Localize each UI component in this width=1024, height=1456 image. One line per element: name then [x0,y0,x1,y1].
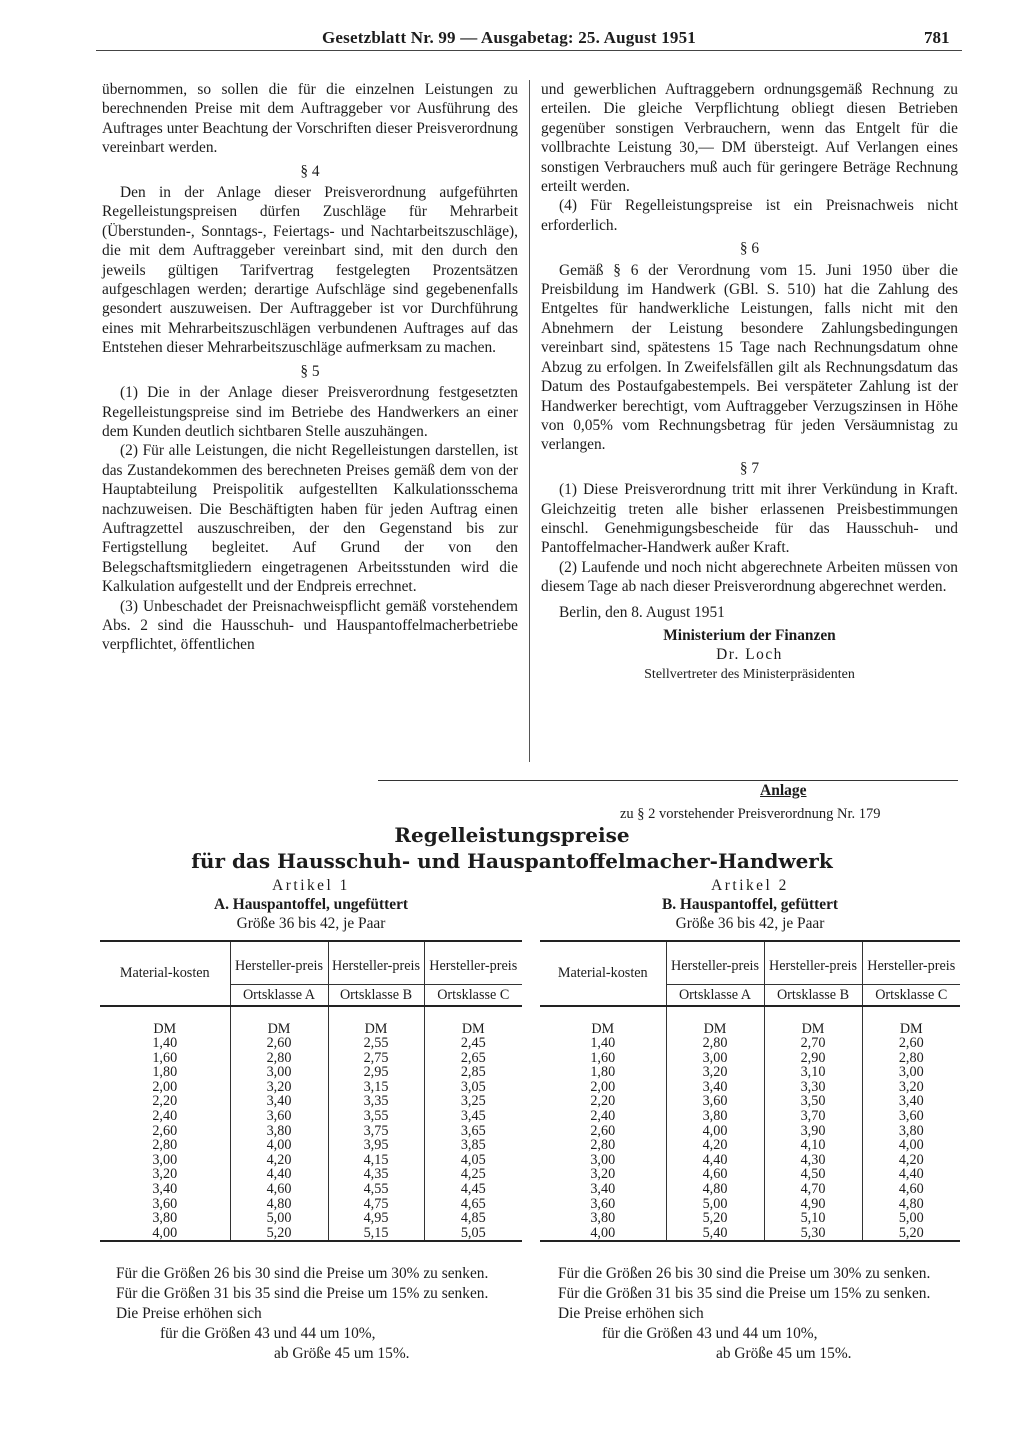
price-cell: 3,60 [230,1109,328,1124]
price-cell: 2,85 [460,1064,486,1081]
price-cell: 2,80 [230,1051,328,1066]
table-row [100,1211,522,1226]
table-row [100,1138,522,1153]
price-cell: 3,80 [540,1211,666,1226]
price-cell: 4,40 [230,1167,328,1182]
header-rule [96,50,962,51]
price-cell: 4,00 [540,1226,666,1241]
table-row [540,1051,960,1066]
price-cell: 4,20 [898,1151,924,1168]
unit-cell: DM [230,1006,328,1036]
price-cell: 4,25 [460,1166,486,1183]
price-cell: 2,60 [898,1035,924,1052]
unit-cell: DM [461,1020,485,1037]
price-cell: 4,60 [666,1167,764,1182]
price-cell: 3,40 [666,1080,764,1095]
main-title [0,822,1024,874]
article-title: A. Hauspantoffel, ungefüttert [213,896,409,913]
anlage-reference: zu § 2 vorstehender Preisverordnung Nr. 179 [620,806,881,822]
note-size-45: ab Größe 45 um 15%. [716,1345,852,1362]
price-cell: 3,80 [230,1124,328,1139]
price-cell: 3,60 [540,1197,666,1212]
header-ortsklasse-b: Ortsklasse B [764,984,862,1006]
price-cell: 2,75 [328,1051,424,1066]
price-cell: 5,40 [666,1226,764,1241]
price-cell: 1,60 [100,1051,230,1066]
paragraph-5-3: (3) Unbeschadet der Preisnachweispflicht gemäß vorstehendem Abs. 2 sind die Hausschuh- und Hauspantoffelmacherbetriebe verpflichtet, öffentlichen [102,597,518,654]
table-row [100,1226,522,1241]
price-cell: 4,20 [230,1153,328,1168]
price-cell: 4,60 [898,1181,924,1198]
note-sizes-43-44: für die Größen 43 und 44 um 10%, [160,1325,376,1342]
price-cell: 4,55 [328,1182,424,1197]
left-column [102,80,518,655]
price-cell: 3,25 [460,1093,486,1110]
price-cell: 5,05 [460,1224,486,1241]
table-row [540,1036,960,1051]
main-title-line-2: für das Hausschuh- und Hauspantoffelmacher-Handwerk [191,849,833,873]
price-cell: 2,65 [460,1049,486,1066]
price-cell: 2,00 [540,1080,666,1095]
note-size-45: ab Größe 45 um 15%. [274,1345,410,1362]
price-cell: 5,15 [328,1226,424,1241]
price-cell: 3,00 [100,1153,230,1168]
header-ortsklasse-a: Ortsklasse A [230,984,328,1006]
table-row [100,1051,522,1066]
note-sizes-26-30: Für die Größen 26 bis 30 sind die Preise um 30% zu senken. [558,1265,931,1282]
price-cell: 4,00 [230,1138,328,1153]
price-cell: 1,40 [540,1036,666,1051]
price-cell: 4,00 [100,1226,230,1241]
price-cell: 2,80 [540,1138,666,1153]
price-cell: 5,20 [666,1211,764,1226]
table-row [540,1197,960,1212]
price-cell: 2,40 [100,1109,230,1124]
paragraph-7-2: (2) Laufende und noch nicht abgerechnete Arbeiten müssen von diesem Tage ab nach dieser Preisverordnung abgerechnet werden. [541,558,958,596]
price-cell: 5,00 [230,1211,328,1226]
header-ortsklasse-a: Ortsklasse A [666,984,764,1006]
header-hersteller-a: Hersteller-preis [230,942,328,984]
price-cell: 2,80 [666,1036,764,1051]
table-row [100,1094,522,1109]
price-cell: 1,80 [100,1065,230,1080]
article-subtitle: Größe 36 bis 42, je Paar [236,915,386,932]
price-cell: 3,35 [328,1094,424,1109]
paragraph-continuation: übernommen, so sollen die für die einzelnen Leistungen zu berechnenden Preise mit dem Auftraggeber vor Ausführung des Auftrages unter Beachtung der Vorschriften dieser Preisverordnung vereinbart werden. [102,81,518,157]
table-row [540,1182,960,1197]
paragraph-5-2: (2) Für alle Leistungen, die nicht Regelleistungen darstellen, ist das Zustandekommen des berechneten Preises gemäß dem von der Hauptabteilung Preispolitik aufgestellten Kalkulationsschema nachzuweisen. Die Beschäftigten haben für jeden Auftrag einen Auftragzettel auszuschreiben, der den Gegenstand bis zur Fertigstellung begleitet. Auf Grund der von den Belegschaftsmitgliedern eingetragenen Arbeitsstunden wird die Kalkulation aufgestellt und der Endpreis errechnet. [102,442,518,596]
price-cell: 3,20 [540,1167,666,1182]
price-cell: 4,40 [898,1166,924,1183]
header-hersteller-b: Hersteller-preis [328,942,424,984]
unit-cell: DM [764,1006,862,1036]
table-1-notes [116,1264,526,1364]
note-sizes-43-44: für die Größen 43 und 44 um 10%, [602,1325,818,1342]
price-cell: 3,60 [100,1197,230,1212]
price-cell: 3,40 [230,1094,328,1109]
section-heading-5: § 5 [300,362,320,380]
unit-cell: DM [540,1006,666,1036]
price-cell: 4,60 [230,1182,328,1197]
price-cell: 3,55 [328,1109,424,1124]
table-row [540,1226,960,1241]
price-cell: 3,80 [666,1109,764,1124]
note-sizes-31-35: Für die Größen 31 bis 35 sind die Preise um 15% zu senken. [116,1285,489,1302]
price-cell: 5,30 [764,1226,862,1241]
price-cell: 2,60 [230,1036,328,1051]
price-cell: 4,85 [460,1210,486,1227]
table-row [540,1211,960,1226]
table-row [100,1065,522,1080]
price-cell: 4,40 [666,1153,764,1168]
price-cell: 5,20 [230,1226,328,1241]
price-cell: 3,75 [328,1124,424,1139]
header-ortsklasse-c: Ortsklasse C [437,986,510,1003]
price-cell: 3,90 [764,1124,862,1139]
header-ortsklasse-b: Ortsklasse B [328,984,424,1006]
price-cell: 2,95 [328,1065,424,1080]
table-2-notes [558,1264,968,1364]
table-row [100,1182,522,1197]
price-cell: 4,10 [764,1138,862,1153]
table-row [540,1109,960,1124]
date-line: Berlin, den 8. August 1951 [559,603,725,621]
note-sizes-26-30: Für die Größen 26 bis 30 sind die Preise um 30% zu senken. [116,1265,489,1282]
price-cell: 3,00 [230,1065,328,1080]
table-row [540,1080,960,1095]
header-hersteller-a: Hersteller-preis [666,942,764,984]
price-cell: 3,95 [328,1138,424,1153]
price-cell: 4,50 [764,1167,862,1182]
price-cell: 4,30 [764,1153,862,1168]
price-cell: 4,00 [666,1124,764,1139]
price-cell: 5,20 [898,1224,924,1241]
note-increase: Die Preise erhöhen sich [116,1305,262,1322]
paragraph-section-4: Den in der Anlage dieser Preisverordnung aufgeführten Regelleistungspreisen dürfen Zuschläge für Mehrarbeit (Überstunden-, Sonntags-, Feiertags- und Nachtarbeitszuschläge), die mit dem Auftraggeber vereinbart sind, mit den durch den jeweils gültigen Tarifvertrag festgelegten Prozentsätzen aufgeschlagen werden; derartige Aufschläge sind gegebenenfalls gesondert auszuweisen. Der Auftraggeber ist vor Durchführung eines mit Mehrarbeitszuschlägen verbundenen Auftrages auf das Entstehen dieser Mehrarbeitszuschläge aufmerksam zu machen. [102,184,518,357]
price-cell: 3,20 [100,1167,230,1182]
section-heading-7: § 7 [739,459,760,477]
price-table-1 [100,940,522,1242]
column-divider [529,80,530,762]
price-cell: 2,20 [100,1094,230,1109]
gazette-title: Gesetzblatt Nr. 99 — Ausgabetag: 25. August 1951 [322,28,697,47]
price-cell: 2,00 [100,1080,230,1095]
article-number: Artikel 2 [711,877,789,894]
header-ortsklasse-c: Ortsklasse C [875,986,948,1003]
price-cell: 5,00 [666,1197,764,1212]
ministry-name: Ministerium der Finanzen [663,626,836,644]
price-cell: 4,15 [328,1153,424,1168]
article-2-heading [540,876,960,933]
price-cell: 3,40 [100,1182,230,1197]
table-row [100,1124,522,1139]
table-row [100,1197,522,1212]
table-row [100,1153,522,1168]
price-cell: 3,85 [460,1137,486,1154]
price-cell: 4,80 [666,1182,764,1197]
article-title: B. Hauspantoffel, gefüttert [661,896,839,913]
price-cell: 3,20 [230,1080,328,1095]
page-number: 781 [924,28,950,47]
section-heading-4: § 4 [300,162,320,180]
price-cell: 2,80 [898,1049,924,1066]
table-row [100,1036,522,1051]
unit-cell: DM [899,1020,923,1037]
price-cell: 4,20 [666,1138,764,1153]
price-cell: 4,90 [764,1197,862,1212]
table-row [100,1109,522,1124]
table-row [540,1138,960,1153]
anlage-title: Anlage [760,782,807,799]
note-increase: Die Preise erhöhen sich [558,1305,704,1322]
price-cell: 4,00 [898,1137,924,1154]
anlage-rule [378,780,958,781]
price-cell: 2,60 [540,1124,666,1139]
price-cell: 3,20 [666,1065,764,1080]
price-cell: 3,40 [540,1182,666,1197]
header-material: Material-kosten [100,942,230,1006]
price-cell: 3,80 [898,1122,924,1139]
price-cell: 4,95 [328,1211,424,1226]
article-1-heading [100,876,522,933]
price-table-2 [540,940,960,1242]
header-hersteller-c: Hersteller-preis [867,957,956,974]
price-cell: 3,60 [666,1094,764,1109]
unit-cell: DM [328,1006,424,1036]
section-heading-6: § 6 [739,240,760,258]
price-cell: 3,60 [898,1108,924,1125]
table-row [100,1167,522,1182]
paragraph-5-4: (4) Für Regelleistungspreise ist ein Preisnachweis nicht erforderlich. [541,197,958,234]
paragraph-7-1: (1) Diese Preisverordnung tritt mit ihrer Verkündung in Kraft. Gleichzeitig treten alle bisher erlassenen Preisbestimmungen einschl. Genehmigungsbescheide für das Hausschuh- und Pantoffelmacher-Handwerk außer Kraft. [541,481,958,557]
unit-cell: DM [666,1006,764,1036]
unit-cell: DM [100,1006,230,1036]
header-hersteller-b: Hersteller-preis [764,942,862,984]
header-hersteller-c: Hersteller-preis [429,957,518,974]
price-cell: 4,35 [328,1167,424,1182]
price-cell: 5,00 [898,1210,924,1227]
signer-name: Dr. Loch [716,646,783,664]
price-cell: 4,80 [898,1195,924,1212]
main-title-line-1: Regelleistungspreise [394,823,630,847]
table-row [540,1167,960,1182]
price-cell: 2,60 [100,1124,230,1139]
price-cell: 4,45 [460,1181,486,1198]
table-row [540,1065,960,1080]
price-cell: 1,40 [100,1036,230,1051]
price-cell: 3,05 [460,1078,486,1095]
header-material: Material-kosten [540,942,666,1006]
price-cell: 2,45 [460,1035,486,1052]
price-cell: 2,55 [328,1036,424,1051]
price-cell: 3,50 [764,1094,862,1109]
price-cell: 3,40 [898,1093,924,1110]
price-cell: 4,75 [328,1197,424,1212]
paragraph-section-6: Gemäß § 6 der Verordnung vom 15. Juni 1950 über die Preisbildung im Handwerk (GBl. S. 510) hat die Zahlung des Entgeltes für handwerkliche Leistungen, falls nicht mit den Abnehmern der Leistung besondere Zahlungsbedingungen vereinbart sind, spätestens 15 Tage nach Rechnungsdatum ohne Abzug zu erfolgen. In Zweifelsfällen gilt als Rechnungsdatum das Datum des Postaufgabestempels. Bei verspäteter Zahlung ist der Handwerker berechtigt, vom Auftraggeber Verzugszinsen in Höhe von 0,05% vom Rechnungsbetrag für jeden Versäumnistag zu verlangen. [541,261,958,454]
price-cell: 4,70 [764,1182,862,1197]
price-cell: 4,05 [460,1151,486,1168]
table-row [540,1124,960,1139]
signer-role: Stellvertreter des Ministerpräsidenten [644,666,855,682]
price-cell: 3,80 [100,1211,230,1226]
price-cell: 3,65 [460,1122,486,1139]
price-cell: 2,80 [100,1138,230,1153]
price-cell: 2,70 [764,1036,862,1051]
price-cell: 1,80 [540,1065,666,1080]
note-sizes-31-35: Für die Größen 31 bis 35 sind die Preise um 15% zu senken. [558,1285,931,1302]
price-cell: 3,00 [898,1064,924,1081]
paragraph-5-1: (1) Die in der Anlage dieser Preisverordnung festgesetzten Regelleistungspreise sind im Betriebe des Handwerkers an einer dem Kunden deutlich sichtbaren Stelle auszuhängen. [102,384,518,440]
article-subtitle: Größe 36 bis 42, je Paar [675,915,825,932]
price-cell: 4,65 [460,1195,486,1212]
price-cell: 5,10 [764,1211,862,1226]
right-column [541,80,958,684]
price-cell: 4,80 [230,1197,328,1212]
price-cell: 2,40 [540,1109,666,1124]
price-cell: 2,20 [540,1094,666,1109]
price-cell: 1,60 [540,1051,666,1066]
article-number: Artikel 1 [272,877,350,894]
table-row [540,1094,960,1109]
price-cell: 2,90 [764,1051,862,1066]
table-row [540,1153,960,1168]
price-cell: 3,30 [764,1080,862,1095]
price-cell: 3,45 [460,1108,486,1125]
price-cell: 3,15 [328,1080,424,1095]
table-row [100,1080,522,1095]
price-cell: 3,20 [898,1078,924,1095]
price-cell: 3,70 [764,1109,862,1124]
price-cell: 3,00 [540,1153,666,1168]
price-cell: 3,10 [764,1065,862,1080]
price-cell: 3,00 [666,1051,764,1066]
page-header [0,28,1024,52]
paragraph-continuation-right: und gewerblichen Auftraggebern ordnungsgemäß Rechnung zu erteilen. Die gleiche Verpflichtung obliegt diesen Betrieben gegenüber sonstigen Verbrauchern, wenn das Entgelt für die vollbrachte Leistung 30,— DM übersteigt. Auf Verlangen eines sonstigen Verbrauchers muß auch für geringere Beträge Rechnung erteilt werden. [541,81,958,196]
